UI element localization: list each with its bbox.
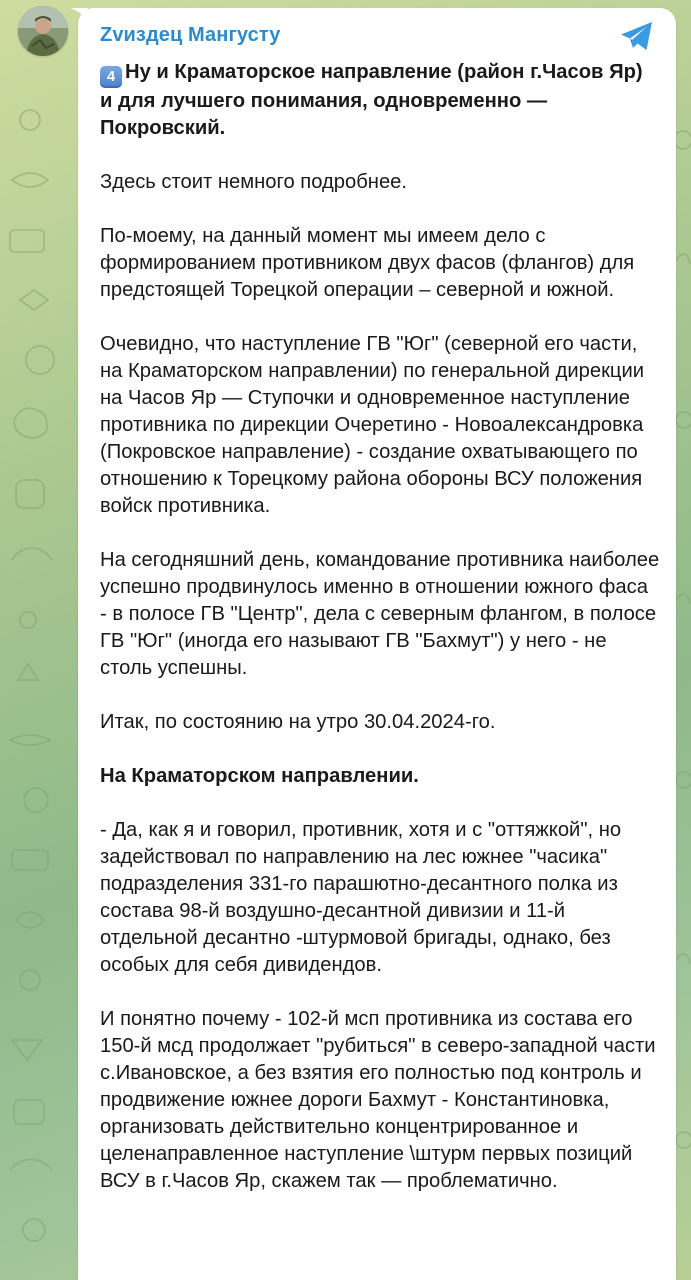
channel-name[interactable]: Zvиздец Мангусту: [100, 24, 281, 46]
avatar-photo-icon: [18, 6, 68, 56]
message-paragraph: Очевидно, что наступление ГВ "Юг" (северной его части, на Краматорском направлении) по генеральной дирекции на Часов Яр — Ступочки и одновременное наступление противника по дирекции Очеретино - Новоалександровка (Покровское направление) - создание охватывающего по отношению к Торецкому района обороны ВСУ положения войск противника.: [100, 333, 645, 517]
message-paragraph: - Да, как я и говорил, противник, хотя и с "оттяжкой", но задействовал по направлению на лес южнее "часика" подразделения 331-го парашютно-десантного полка из состава 98-й воздушно-десантной дивизии и 11-й отдельной десантно -штурмовой бригады, однако, без особых для себя дивидендов.: [100, 819, 622, 976]
message-paragraph: На сегодняшний день, командование противника наиболее успешно продвинулось именно в отношении южного фаса - в полосе ГВ "Центр", дела с северным флангом, в полосе ГВ "Юг" (иногда его называют ГВ "Бахмут") у него - не столь успешны.: [100, 549, 660, 679]
message-text: [100, 59, 660, 1222]
message-paragraph: И понятно почему - 102-й мсп противника из состава его 150-й мсд продолжает "рубиться" в северо-западной части с.Ивановское, а без взятия его полностью под контроль и продвижение южнее дороги Бахмут - Константиновка, организовать действительно концентрированное и целенаправленное наступление \штурм первых позиций ВСУ в г.Часов Яр, скажем так — проблематично.: [100, 1008, 656, 1192]
message-paragraph: Итак, по состоянию на утро 30.04.2024-го.: [100, 711, 496, 733]
message-section-heading: На Краматорском направлении.: [100, 765, 419, 787]
message-paragraph: По-моему, на данный момент мы имеем дело с формированием противником двух фасов (флангов) для предстоящей Торецкой операции – северной и южной.: [100, 225, 635, 301]
telegram-plane-icon[interactable]: [619, 20, 655, 52]
keycap-digit-four-emoji: 4: [100, 66, 122, 88]
channel-avatar[interactable]: [18, 6, 68, 56]
message-paragraph: Здесь стоит немного подробнее.: [100, 171, 408, 193]
message-paragraph-title: 4 Ну и Краматорское направление (район г.Часов Яр) и для лучшего понимания, одновременно — Покровский.: [100, 61, 643, 139]
